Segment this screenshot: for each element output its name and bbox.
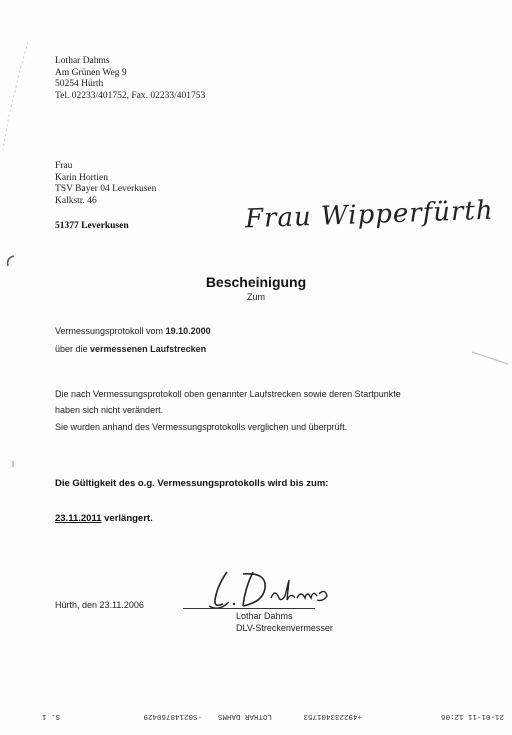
extended-suffix: verlängert. (101, 513, 153, 524)
handwritten-note: Frau Wipperfürth (244, 195, 495, 235)
fax-page: S. 1 (41, 712, 60, 720)
sender-name: Lothar Dahms (55, 56, 110, 66)
about-bold: vermessenen Laufstrecken (90, 344, 207, 354)
paragraph-line-1: Die nach Vermessungsprotokoll oben genannter Laufstrecken sowie deren Startpunkte (55, 389, 401, 399)
protocol-prefix: Vermessungsprotokoll vom (55, 326, 166, 336)
fax-from-number: +4922334017​53 (303, 712, 362, 720)
fax-sender-label: LOTHAR DAHMS (217, 712, 272, 720)
recipient-club: TSV Bayer 04 Leverkusen (55, 184, 157, 194)
handwritten-signature (205, 566, 340, 614)
sender-address (55, 56, 205, 102)
extended-date: 23.11.2011 (55, 513, 102, 524)
recipient-name: Karin Hortien (55, 172, 109, 183)
recipient-street: Kalkstr. 46 (55, 195, 97, 206)
recipient-salutation: Frau (55, 161, 73, 171)
sender-street: Am Grünen Weg 9 (55, 67, 127, 78)
about-prefix: über die (55, 344, 91, 354)
document-title: Bescheinigung (205, 274, 307, 290)
place-date: Hürth, den 23.11.2006 (55, 600, 144, 610)
paragraph-line-2: haben sich nicht verändert. (55, 405, 164, 415)
fax-to-number: -S0214876042​9 (143, 712, 202, 720)
signature-line (183, 608, 315, 609)
paragraph-line-3: Sie wurden anhand des Vermessungsprotokolls verglichen und überprüft. (55, 422, 348, 432)
extended-line (55, 513, 153, 524)
scan-artifact-left-edge (0, 40, 30, 160)
fax-header-strip (0, 708, 512, 720)
recipient-city: 51377 Leverkusen (55, 221, 129, 231)
protocol-line (55, 326, 211, 336)
sender-contact: Tel. 02233/401752, Fax. 02233/401753 (55, 90, 206, 101)
document-subtitle: Zum (247, 292, 265, 302)
sender-city: 50254 Hürth (55, 79, 104, 89)
protocol-date: 19.10.2000 (165, 326, 211, 336)
scan-artifact-mark (2, 252, 18, 268)
scan-artifact-dot (10, 460, 16, 468)
signatory-name: Lothar Dahms (236, 611, 293, 621)
recipient-address (55, 161, 156, 207)
scan-artifact-line-right (470, 350, 510, 366)
fax-timestamp: 21-01-11 12:06 (440, 712, 504, 720)
about-line (55, 344, 206, 354)
signatory-role: DLV-Streckenvermesser (236, 623, 333, 633)
validity-statement: Die Gültigkeit des o.g. Vermessungsprotokolls wird bis zum: (55, 478, 329, 489)
